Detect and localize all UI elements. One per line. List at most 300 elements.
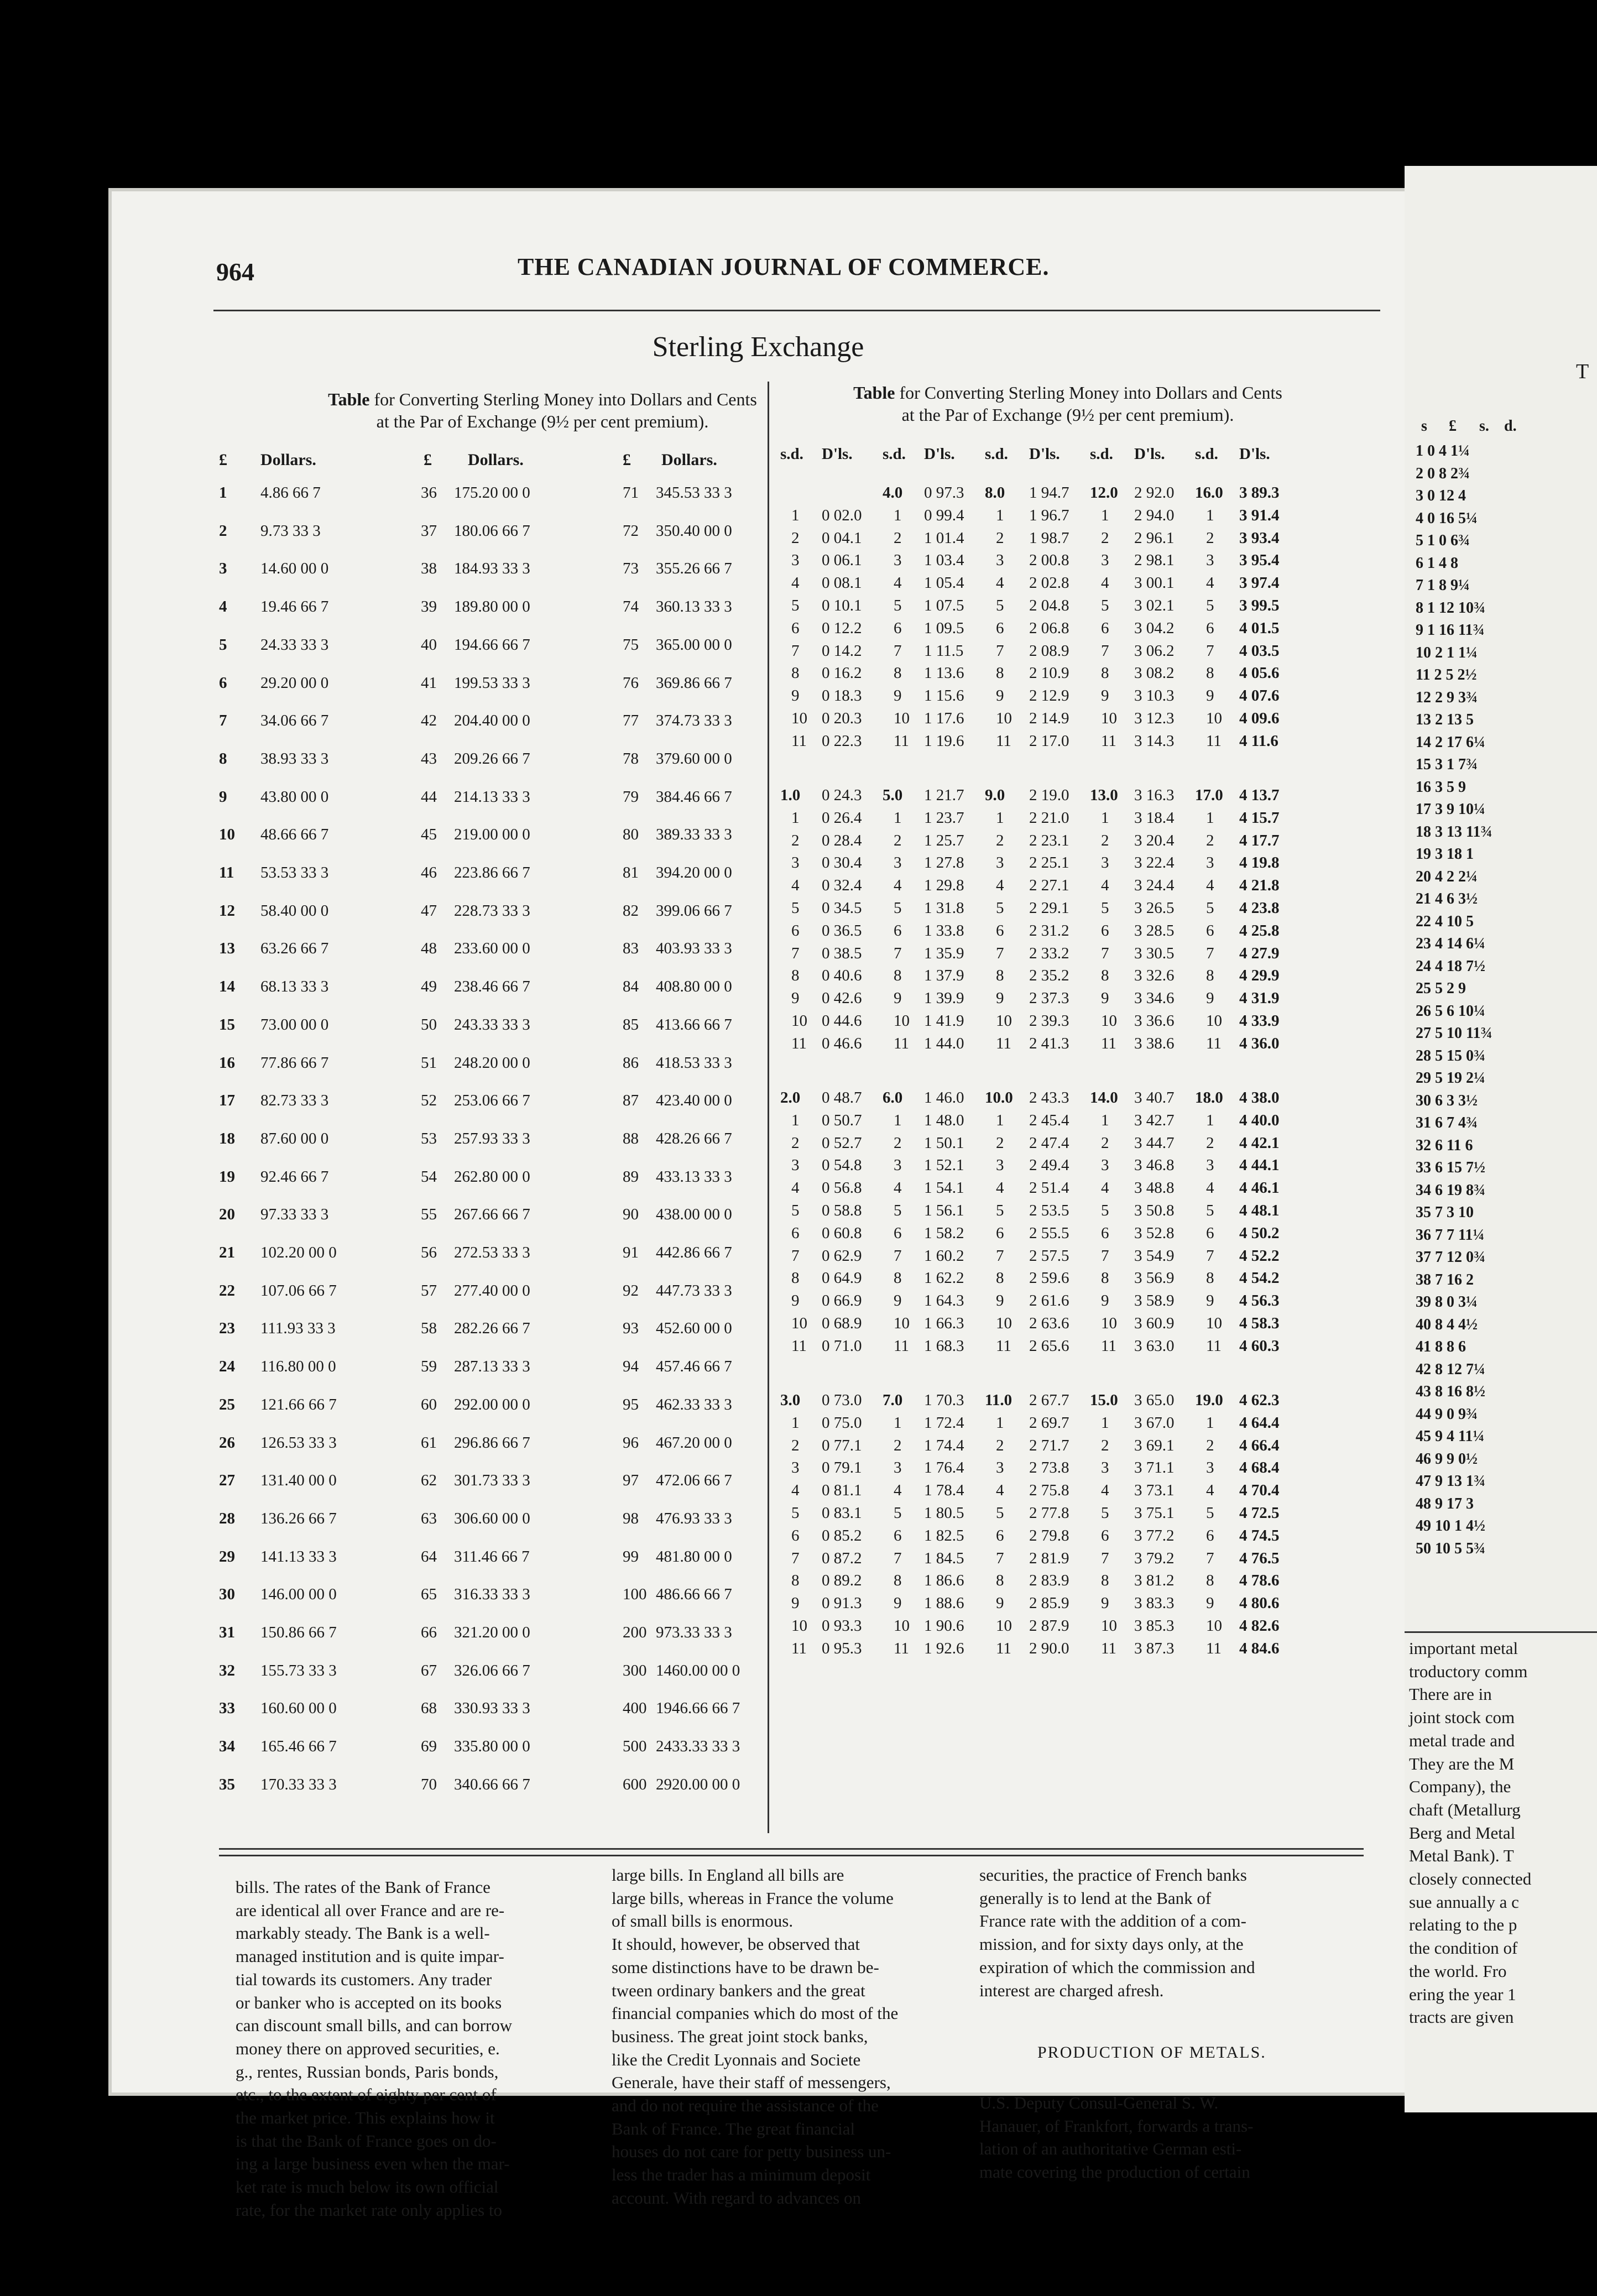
right-table-dls-cell: 2 37.3: [1029, 989, 1069, 1008]
right-table-dls-cell: 1 03.4: [924, 551, 964, 570]
right-table-sd-cell: 8: [1206, 1572, 1214, 1590]
left-table-pound-cell: 44: [421, 787, 437, 806]
adjacent-table-row: 19 3 18 1: [1416, 846, 1474, 863]
right-table-sd-cell: 3: [1101, 1459, 1109, 1477]
right-table-sd-cell: 12.0: [1090, 484, 1118, 502]
left-table-pound-cell: 19: [219, 1167, 235, 1186]
adjacent-rule: [1405, 1631, 1597, 1633]
right-table-sd-cell: 1: [996, 808, 1004, 827]
left-table-dollar-cell: 219.00 00 0: [454, 826, 530, 844]
left-table-pound-cell: 90: [623, 1206, 639, 1224]
left-table-dollar-cell: 462.33 33 3: [656, 1395, 732, 1413]
right-table-sd-cell: 3: [996, 1156, 1004, 1175]
adjacent-table-row: 17 3 9 10¼: [1416, 801, 1485, 818]
right-table-dls-cell: 0 83.1: [822, 1504, 862, 1522]
right-table-sd-cell: 9: [894, 687, 902, 705]
right-table-sd-cell: 8: [1206, 664, 1214, 682]
right-table-dls-cell: 4 27.9: [1239, 944, 1280, 962]
left-table-pound-cell: 5: [219, 635, 227, 654]
right-table-sd-cell: 10: [791, 1314, 807, 1332]
right-table-sd-cell: 2: [996, 831, 1004, 849]
right-table-sd-cell: 2: [791, 831, 800, 849]
right-table-dls-cell: 0 54.8: [822, 1156, 862, 1175]
left-table-dollar-cell: 467.20 00 0: [656, 1433, 732, 1452]
right-table-sd-cell: 6: [894, 619, 902, 637]
right-table-sd-cell: 7: [996, 1549, 1004, 1567]
right-table-sd-cell: 8: [894, 1269, 902, 1287]
right-table-sd-cell: 11: [1101, 1337, 1116, 1355]
section-heading: PRODUCTION OF METALS.: [1037, 2043, 1266, 2062]
right-table-sd-cell: 4: [791, 574, 800, 592]
left-table-pound-cell: 16: [219, 1053, 235, 1072]
left-table-dollar-cell: 155.73 33 3: [260, 1661, 337, 1679]
left-table-pound-cell: 41: [421, 674, 437, 692]
left-table-dollar-cell: 199.53 33 3: [454, 674, 530, 692]
left-table-dollar-cell: 194.66 66 7: [454, 635, 530, 654]
left-table-dollar-cell: 233.60 00 0: [454, 940, 530, 958]
left-table-pound-cell: 21: [219, 1244, 235, 1261]
left-table-dollar-cell: 1460.00 00 0: [656, 1661, 740, 1679]
left-table-pound-cell: 49: [421, 978, 437, 996]
left-table-pound-cell: 78: [623, 749, 639, 768]
right-table-dls-cell: 2 51.4: [1029, 1179, 1069, 1197]
right-table-sd-cell: 7: [996, 1246, 1004, 1265]
left-table-dollar-cell: 282.26 66 7: [454, 1319, 530, 1338]
article-line: or banker who is accepted on its books: [236, 1992, 502, 2012]
right-table-sd-cell: 10: [1101, 1314, 1117, 1332]
right-table-dls-cell: 3 63.0: [1134, 1337, 1175, 1355]
adjacent-col-head: s.: [1479, 418, 1489, 435]
left-table-pound-cell: 52: [421, 1092, 437, 1110]
left-table-dollar-cell: 296.86 66 7: [454, 1433, 530, 1452]
right-table-dls-cell: 3 97.4: [1239, 574, 1280, 592]
adjacent-table-row: 10 2 1 1¼: [1416, 644, 1478, 661]
right-table-dls-cell: 4 21.8: [1239, 876, 1280, 895]
left-table-dollar-cell: 973.33 33 3: [656, 1624, 732, 1641]
left-table-pound-cell: 33: [219, 1699, 235, 1718]
adjacent-table-row: 30 6 3 3½: [1416, 1092, 1478, 1109]
adjacent-table-row: 3 0 12 4: [1416, 487, 1466, 504]
right-table-dls-cell: 1 78.4: [924, 1481, 964, 1500]
right-table-sd-cell: 5: [1206, 899, 1214, 917]
adjacent-table-row: 12 2 9 3¾: [1416, 688, 1478, 706]
right-table-sd-cell: 6: [996, 1224, 1004, 1242]
right-table-dls-cell: 1 52.1: [924, 1156, 964, 1175]
right-table-dls-cell: 2 23.1: [1029, 831, 1069, 849]
journal-page: [108, 188, 1408, 2220]
right-table-sd-cell: 1: [1206, 1111, 1214, 1129]
right-table-dls-cell: 0 91.3: [822, 1594, 862, 1613]
left-table-dollar-cell: 38.93 33 3: [260, 749, 329, 768]
right-table-dls-cell: 1 37.9: [924, 967, 964, 985]
left-table-dollar-cell: 272.53 33 3: [454, 1244, 530, 1261]
right-table-sd-cell: 9: [791, 989, 800, 1008]
adjacent-text-line: the condition of: [1409, 1938, 1518, 1958]
right-table-sd-cell: 6: [791, 1526, 800, 1544]
right-table-dls-cell: 2 17.0: [1029, 732, 1069, 750]
right-table-sd-cell: 11: [894, 1639, 909, 1657]
right-table-dls-cell: 0 38.5: [822, 944, 862, 962]
right-table-sd-cell: 8: [1206, 967, 1214, 985]
right-table-dls-cell: 1 90.6: [924, 1617, 964, 1635]
article-line: securities, the practice of French banks: [979, 1865, 1247, 1885]
right-table-sd-cell: 8: [996, 967, 1004, 985]
left-table-heading-text: for Converting Sterling Money into Dollars and Cents: [374, 389, 757, 409]
right-table-sd-cell: 2: [1101, 529, 1109, 547]
adjacent-table-row: 27 5 10 11¾: [1416, 1025, 1492, 1042]
right-table-dls-cell: 0 16.2: [822, 664, 862, 682]
adjacent-table-row: 42 8 12 7¼: [1416, 1360, 1485, 1378]
right-table-sd-cell: 11: [996, 1034, 1011, 1052]
article-line: tial towards its customers. Any trader: [236, 1969, 492, 1989]
right-table-dls-cell: 4 66.4: [1239, 1436, 1280, 1454]
left-table-pound-cell: 1: [219, 484, 227, 502]
adjacent-text-line: Metal Bank). T: [1409, 1846, 1514, 1866]
right-table-dls-cell: 4 31.9: [1239, 989, 1280, 1008]
right-table-sd-cell: 8: [791, 1572, 800, 1590]
left-table-dollar-cell: 476.93 33 3: [656, 1509, 732, 1527]
right-table-dls-cell: 1 21.7: [924, 786, 964, 804]
right-table-sd-cell: 10: [894, 1012, 910, 1030]
right-table-dls-cell: 3 93.4: [1239, 529, 1280, 547]
left-table-dollar-cell: 102.20 00 0: [260, 1244, 337, 1261]
right-table-dls-cell: 2 67.7: [1029, 1391, 1069, 1409]
right-table-sd-cell: 3: [791, 1459, 800, 1477]
adjacent-table-row: 35 7 3 10: [1416, 1204, 1474, 1221]
left-table-dollar-cell: 2433.33 33 3: [656, 1737, 740, 1756]
right-table-sd-cell: 1: [996, 506, 1004, 524]
left-table-pound-cell: 9: [219, 787, 227, 806]
right-table-dls-cell: 2 33.2: [1029, 944, 1069, 962]
adjacent-table-row: 41 8 8 6: [1416, 1338, 1466, 1355]
left-table-dollar-cell: 292.00 00 0: [454, 1395, 530, 1413]
left-table-dollar-cell: 9.73 33 3: [260, 521, 321, 540]
left-table-dollar-cell: 204.40 00 0: [454, 712, 530, 730]
article-line: U.S. Deputy Consul-General S. W.: [979, 2093, 1219, 2112]
right-table-dls-cell: 0 40.6: [822, 967, 862, 985]
left-table-dollar-cell: 24.33 33 3: [260, 635, 329, 654]
right-table-sd-cell: 2: [1206, 831, 1214, 849]
left-table-dollar-cell: 442.86 66 7: [656, 1244, 732, 1261]
right-table-dls-cell: 4 44.1: [1239, 1156, 1280, 1175]
right-table-dls-head: D'ls.: [1029, 445, 1060, 463]
left-table-dollar-cell: 136.26 66 7: [260, 1509, 337, 1527]
left-table-pound-cell: 82: [623, 901, 639, 920]
right-table-dls-cell: 4 70.4: [1239, 1481, 1280, 1500]
adjacent-table-row: 25 5 2 9: [1416, 980, 1466, 997]
left-table-pound-cell: 69: [421, 1737, 437, 1756]
left-table-dollar-cell: 58.40 00 0: [260, 901, 329, 920]
right-table-dls-cell: 0 89.2: [822, 1572, 862, 1590]
right-table-sd-cell: 4: [1206, 574, 1214, 592]
right-table-dls-cell: 4 25.8: [1239, 921, 1280, 940]
right-table-dls-cell: 0 93.3: [822, 1617, 862, 1635]
right-table-sd-cell: 10: [894, 1617, 910, 1635]
left-table-pound-cell: 42: [421, 712, 437, 730]
right-table-sd-cell: 5: [791, 899, 800, 917]
right-table-dls-cell: 0 14.2: [822, 641, 862, 660]
left-table-pound-cell: 73: [623, 560, 639, 578]
right-table-dls-cell: 3 85.3: [1134, 1617, 1175, 1635]
right-table-sd-cell: 8: [894, 1572, 902, 1590]
right-table-sd-cell: 9: [1101, 1594, 1109, 1613]
right-table-dls-cell: 4 56.3: [1239, 1292, 1280, 1310]
article-column-3-continued: [979, 2091, 1337, 2184]
right-table-dls-cell: 0 28.4: [822, 831, 862, 849]
left-table-pound-cell: 62: [421, 1471, 437, 1490]
right-table-sd-cell: 10.0: [985, 1089, 1013, 1107]
right-table-dls-cell: 0 77.1: [822, 1436, 862, 1454]
left-col1-pound-head: £: [219, 451, 227, 469]
left-table-pound-cell: 80: [623, 826, 639, 844]
right-table-sd-cell: 3: [894, 854, 902, 872]
right-table-sd-head: s.d.: [1195, 445, 1218, 463]
right-table-dls-cell: 2 12.9: [1029, 687, 1069, 705]
right-table-dls-cell: 2 08.9: [1029, 641, 1069, 660]
right-table-sd-cell: 1: [1101, 506, 1109, 524]
left-table-pound-cell: 95: [623, 1395, 639, 1413]
left-table-pound-cell: 71: [623, 484, 639, 502]
left-table-pound-cell: 23: [219, 1319, 235, 1338]
right-table-dls-cell: 4 58.3: [1239, 1314, 1280, 1332]
right-table-dls-cell: 1 96.7: [1029, 506, 1069, 524]
right-table-sd-cell: 3: [894, 1459, 902, 1477]
left-table-pound-cell: 34: [219, 1737, 235, 1756]
left-table-pound-cell: 55: [421, 1206, 437, 1224]
right-table-sd-cell: 1: [996, 1111, 1004, 1129]
article-line: g., rentes, Russian bonds, Paris bonds,: [236, 2062, 499, 2081]
adjacent-text-line: important metal: [1409, 1638, 1518, 1658]
left-table-dollar-cell: 389.33 33 3: [656, 826, 732, 844]
right-table-sd-cell: 2: [996, 529, 1004, 547]
right-table-sd-cell: 3: [791, 1156, 800, 1175]
left-table-pound-cell: 300: [623, 1661, 647, 1679]
right-table-sd-cell: 10: [1101, 1012, 1117, 1030]
right-table-dls-cell: 0 64.9: [822, 1269, 862, 1287]
right-table-dls-cell: 2 14.9: [1029, 709, 1069, 727]
right-table-sd-cell: 9: [894, 989, 902, 1008]
right-table-sd-cell: 7: [1101, 1246, 1109, 1265]
left-table-dollar-cell: 160.60 00 0: [260, 1699, 337, 1718]
right-table-sd-cell: 1: [996, 1413, 1004, 1432]
right-table-sd-cell: 5: [1101, 1504, 1109, 1522]
left-table-dollar-cell: 19.46 66 7: [260, 598, 329, 616]
left-table-dollar-cell: 262.80 00 0: [454, 1167, 530, 1186]
right-table-dls-cell: 2 77.8: [1029, 1504, 1069, 1522]
right-table-sd-cell: 11: [791, 1639, 807, 1657]
right-table-dls-cell: 4 82.6: [1239, 1617, 1280, 1635]
right-table-dls-cell: 3 81.2: [1134, 1572, 1175, 1590]
right-table-sd-cell: 11: [791, 1337, 807, 1355]
left-table-dollar-cell: 369.86 66 7: [656, 674, 732, 692]
right-table-sd-cell: 11: [1206, 732, 1222, 750]
right-table-dls-cell: 3 10.3: [1134, 687, 1175, 705]
right-table-sd-cell: 5: [996, 899, 1004, 917]
left-table-dollar-cell: 175.20 00 0: [454, 484, 530, 502]
left-table-pound-cell: 99: [623, 1547, 639, 1566]
right-table-dls-cell: 3 95.4: [1239, 551, 1280, 570]
right-table-dls-cell: 1 27.8: [924, 854, 964, 872]
right-table-dls-cell: 0 56.8: [822, 1179, 862, 1197]
left-table-dollar-cell: 472.06 66 7: [656, 1471, 732, 1490]
right-table-dls-head: D'ls.: [1239, 445, 1270, 463]
left-table-dollar-cell: 379.60 00 0: [656, 749, 732, 768]
right-table-sd-cell: 4: [1101, 876, 1109, 895]
right-table-sd-cell: 3: [1101, 854, 1109, 872]
left-table-pound-cell: 61: [421, 1433, 437, 1452]
left-table-pound-cell: 76: [623, 674, 639, 692]
right-table-dls-cell: 2 10.9: [1029, 664, 1069, 682]
left-table-dollar-cell: 73.00 00 0: [260, 1015, 329, 1034]
article-line: business. The great joint stock banks,: [612, 2026, 868, 2046]
right-table-sd-cell: 10: [894, 1314, 910, 1332]
right-table-dls-cell: 1 60.2: [924, 1246, 964, 1265]
right-table-dls-cell: 0 58.8: [822, 1202, 862, 1219]
article-line: and do not require the assistance of the: [612, 2096, 879, 2116]
right-table-dls-cell: 0 42.6: [822, 989, 862, 1008]
right-table-dls-cell: 4 62.3: [1239, 1391, 1280, 1409]
right-table-dls-cell: 4 05.6: [1239, 664, 1280, 682]
left-table-dollar-cell: 48.66 66 7: [260, 826, 329, 844]
right-table-dls-cell: 0 87.2: [822, 1549, 862, 1567]
right-table-sd-cell: 9: [1206, 1292, 1214, 1310]
right-table-dls-cell: 4 48.1: [1239, 1202, 1280, 1219]
right-table-dls-cell: 2 92.0: [1134, 484, 1175, 502]
right-table-sd-cell: 5: [894, 899, 902, 917]
left-table-pound-cell: 58: [421, 1319, 437, 1338]
right-table-dls-cell: 0 30.4: [822, 854, 862, 872]
right-table-sd-cell: 6: [996, 921, 1004, 940]
right-table-sd-cell: 10: [1206, 709, 1222, 727]
right-table-sd-cell: 7: [791, 641, 800, 660]
adjacent-table-row: 11 2 5 2½: [1416, 666, 1477, 683]
right-table-dls-cell: 4 50.2: [1239, 1224, 1280, 1242]
right-table-sd-cell: 5: [894, 597, 902, 614]
right-table-dls-cell: 1 35.9: [924, 944, 964, 962]
right-table-sd-cell: 8: [1101, 1572, 1109, 1590]
right-table-dls-cell: 0 04.1: [822, 529, 862, 547]
right-table-sd-cell: 11: [1101, 732, 1116, 750]
right-table-dls-cell: 0 32.4: [822, 876, 862, 895]
right-table-dls-cell: 0 02.0: [822, 506, 862, 524]
article-line: mission, and for sixty days only, at the: [979, 1934, 1244, 1954]
left-table-pound-cell: 97: [623, 1471, 639, 1490]
adjacent-table-row: 49 10 1 4½: [1416, 1517, 1485, 1535]
right-table-dls-cell: 1 11.5: [924, 641, 964, 660]
right-table-sd-cell: 3: [1206, 1459, 1214, 1477]
right-table-dls-cell: 3 04.2: [1134, 619, 1175, 637]
right-table-sd-cell: 6: [1206, 1526, 1214, 1544]
adjacent-text-line: the world. Fro: [1409, 1961, 1507, 1981]
left-table-pound-cell: 75: [623, 635, 639, 654]
right-table-sd-cell: 6.0: [883, 1089, 903, 1107]
adjacent-table-row: 5 1 0 6¾: [1416, 532, 1470, 549]
right-table-dls-cell: 3 79.2: [1134, 1549, 1175, 1567]
adjacent-text-line: troductory comm: [1409, 1661, 1528, 1681]
right-table-dls-cell: 2 96.1: [1134, 529, 1175, 547]
left-table-pound-cell: 38: [421, 560, 437, 578]
left-table-dollar-cell: 277.40 00 0: [454, 1281, 530, 1300]
right-table-sd-cell: 5: [1101, 597, 1109, 614]
right-table-dls-cell: 4 64.4: [1239, 1413, 1280, 1432]
right-table-dls-head: D'ls.: [924, 445, 955, 463]
right-table-dls-cell: 1 19.6: [924, 732, 964, 750]
right-table-sd-cell: 3: [894, 551, 902, 570]
adjacent-table-row: 50 10 5 5¾: [1416, 1540, 1485, 1557]
right-table-dls-cell: 3 08.2: [1134, 664, 1175, 682]
right-table-dls-cell: 4 03.5: [1239, 641, 1280, 660]
left-table-pound-cell: 37: [421, 521, 437, 540]
right-table-sd-cell: 1: [1101, 1111, 1109, 1129]
left-col2-dollars-head: Dollars.: [468, 451, 524, 469]
article-line: some distinctions have to be drawn be-: [612, 1957, 879, 1977]
right-table-sd-cell: 6: [1101, 619, 1109, 637]
right-table-dls-cell: 3 71.1: [1134, 1459, 1175, 1477]
right-table-sd-cell: 15.0: [1090, 1391, 1118, 1409]
article-line: France rate with the addition of a com-: [979, 1911, 1246, 1931]
right-table-sd-cell: 2: [996, 1134, 1004, 1152]
adjacent-table-row: 38 7 16 2: [1416, 1271, 1474, 1288]
left-table-pound-cell: 27: [219, 1471, 235, 1490]
right-table-dls-cell: 2 47.4: [1029, 1134, 1069, 1152]
right-table-sd-cell: 5: [791, 1504, 800, 1522]
right-table-sd-cell: 3: [1206, 551, 1214, 570]
left-table-dollar-cell: 228.73 33 3: [454, 901, 530, 920]
right-table-sd-cell: 9: [791, 1292, 800, 1310]
left-table-pound-cell: 54: [421, 1167, 437, 1186]
left-table-pound-cell: 85: [623, 1015, 639, 1034]
right-table-dls-cell: 1 01.4: [924, 529, 964, 547]
right-table-sd-cell: 2: [791, 1436, 800, 1454]
right-table-dls-cell: 3 02.1: [1134, 597, 1175, 614]
left-table-pound-cell: 29: [219, 1547, 235, 1566]
right-table-sd-cell: 3: [894, 1156, 902, 1175]
right-table-dls-cell: 3 52.8: [1134, 1224, 1175, 1242]
right-table-dls-cell: 3 40.7: [1134, 1089, 1175, 1107]
article-line: etc., to the extent of eighty per cent of: [236, 2085, 497, 2105]
right-table-dls-cell: 1 86.6: [924, 1572, 964, 1590]
adjacent-table-row: 6 1 4 8: [1416, 554, 1458, 572]
left-table-dollar-cell: 97.33 33 3: [260, 1206, 329, 1224]
right-table-sd-cell: 2: [1206, 529, 1214, 547]
left-table-dollar-cell: 438.00 00 0: [656, 1206, 732, 1224]
left-table-dollar-cell: 82.73 33 3: [260, 1092, 329, 1110]
article-line: money there on approved securities, e.: [236, 2038, 500, 2058]
right-table-dls-cell: 2 57.5: [1029, 1246, 1069, 1265]
right-table-dls-cell: 0 71.0: [822, 1337, 862, 1355]
left-table-dollar-cell: 214.13 33 3: [454, 787, 530, 806]
left-table-pound-cell: 91: [623, 1244, 639, 1261]
article-line: Bank of France. The great financial: [612, 2118, 855, 2138]
left-table-dollar-cell: 14.60 00 0: [260, 560, 329, 578]
right-table-dls-cell: 4 33.9: [1239, 1012, 1280, 1030]
right-table-sd-cell: 1.0: [780, 786, 801, 804]
adjacent-table-row: 33 6 15 7½: [1416, 1159, 1485, 1176]
left-table-pound-cell: 83: [623, 940, 639, 958]
left-table-pound-cell: 68: [421, 1699, 437, 1718]
left-table-dollar-cell: 345.53 33 3: [656, 484, 732, 502]
right-table-sd-cell: 7: [894, 1246, 902, 1265]
right-table-sd-cell: 2: [894, 1134, 902, 1152]
right-table-sd-cell: 2: [894, 1436, 902, 1454]
left-table-pound-cell: 100: [623, 1585, 647, 1604]
right-table-dls-cell: 4 52.2: [1239, 1246, 1280, 1265]
article-line: are identical all over France and are re-: [236, 1900, 505, 1920]
right-table-dls-cell: 2 79.8: [1029, 1526, 1069, 1544]
right-table-sd-cell: 6: [894, 1526, 902, 1544]
right-table-sd-cell: 10: [1206, 1314, 1222, 1332]
right-table-sd-cell: 4: [1101, 1481, 1109, 1500]
